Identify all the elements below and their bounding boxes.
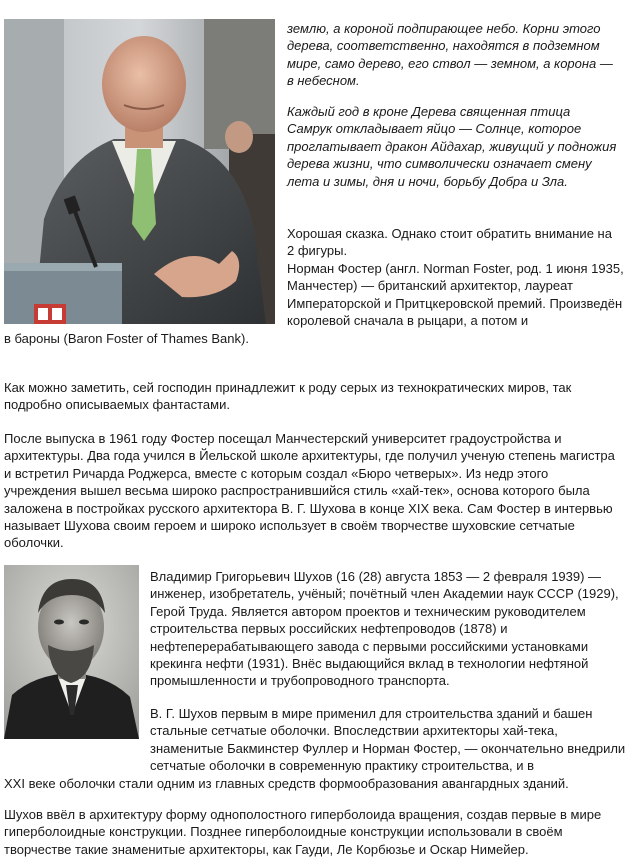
shukhov-bio-paragraph: Владимир Григорьевич Шухов (16 (28) августа 1853 — 2 февраля 1939) — инженер, изобретатель, учёный; почётный член Академии наук СССР (1929), Герой Труда. Является автором проектов и техническим руководителем строительства первых российских нефтепроводов (1878) и нефтеперерабатывающего завода с первыми российскими установками крекинга нефти (1931). Внёс выдающийся вклад в технологии нефтяной промышленности и трубопроводного транспорта. (150, 569, 619, 689)
legend-paragraph-2: Каждый год в кроне Дерева священная птица Самрук откладывает яйцо — Солнце, которое проглатывает дракон Айдахар, живущий у подножия дерева жизни, что символически означает смену лета и зимы, дня и ночи, борьбу Добра и Зла. (287, 104, 617, 189)
gray-worlds-paragraph: Как можно заметить, сей господин принадлежит к роду серых из технократических миров, так подробно описываемых фантастами. (4, 380, 572, 413)
shukhov-shells-paragraph: В. Г. Шухов первым в мире применил для строительства зданий и башен стальные сетчатые оболочки. Впоследствии архитекторы хай-тека, знаменитые Бакминстер Фуллер и Норман Фостер, — окончательно внедрили сетчатые оболочки в современную практику строительства, и в (150, 706, 626, 774)
foster-bio-continued: в бароны (Baron Foster of Thames Bank). (4, 331, 249, 346)
hyperboloid-paragraph: Шухов ввёл в архитектуру форму однополостного гиперболоида вращения, создав первые в мире гиперболоидные конструкции. Позднее гиперболоидные конструкции использовали в своём творчестве такие знаменитые архитекторы, как Гауди, Ле Корбюзье и Оскар Нимейер. (4, 807, 602, 857)
foster-career-paragraph: После выпуска в 1961 году Фостер посещал Манчестерский университет градоустройства и архитектуры. Два года учился в Йельской школе архитектуры, где получил ученую степень магистра и встретил Ричарда Роджерса, вместе с которым создал «Бюро четверых». Из недр этого учреждения вышел весьма широко распространившийся стиль «хай-тек», основа которого была заложена в постройках русского архитектора В. Г. Шухова в конце XIX века. Сам Фостер в интервью называет Шухова своим героем и широко использует в своём творчестве шуховские сетчатые оболочки. (4, 431, 615, 551)
legend-paragraph-1: землю, а короной подпирающее небо. Корни этого дерева, соответственно, находятся в подземном мире, само дерево, его ствол — земном, а корона — в небесном. (287, 21, 613, 89)
foster-intro: Хорошая сказка. Однако стоит обратить внимание на 2 фигуры. (287, 226, 612, 259)
norman-foster-photo (4, 19, 275, 324)
shukhov-shells-continued: XXI веке оболочки стали одним из главных средств формообразования авангардных зданий. (4, 776, 569, 791)
shukhov-portrait-photo (4, 565, 139, 739)
foster-bio: Норман Фостер (англ. Norman Foster, род. 1 июня 1935, Манчестер) — британский архитектор, лауреат Императорской и Притцкеровской премий. Произведён королевой сначала в рыцари, а потом и (287, 261, 624, 329)
